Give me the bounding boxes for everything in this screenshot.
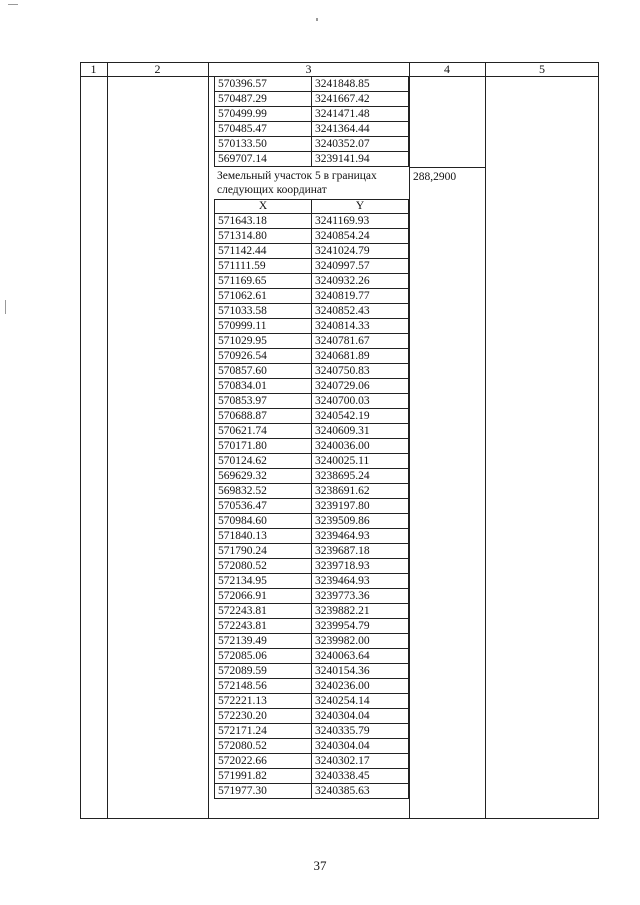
y-coordinate-cell: 3241024.79 (312, 244, 409, 259)
x-coordinate-cell: 572221.13 (215, 694, 312, 709)
coordinate-row (215, 619, 409, 634)
y-coordinate-cell: 3240729.06 (312, 379, 409, 394)
coordinate-row (215, 784, 409, 799)
header-col-4: 4 (444, 62, 450, 76)
y-coordinate-cell: 3240025.11 (312, 454, 409, 469)
y-coordinate-cell: 3239197.80 (312, 499, 409, 514)
y-coordinate-cell: 3240063.64 (312, 649, 409, 664)
y-coordinate-cell: 3239464.93 (312, 529, 409, 544)
y-coordinate-cell: 3239954.79 (312, 619, 409, 634)
x-coordinate-cell: 571062.61 (215, 289, 312, 304)
y-coordinate-cell: 3238695.24 (312, 469, 409, 484)
x-coordinate-cell: 571033.58 (215, 304, 312, 319)
y-coordinate-cell: 3240681.89 (312, 349, 409, 364)
parcel-description-line2: следующих координат (217, 184, 327, 196)
column-divider (107, 62, 108, 819)
coordinate-row (215, 724, 409, 739)
x-coordinate-cell: 572171.24 (215, 724, 312, 739)
x-coordinate-cell: 570926.54 (215, 349, 312, 364)
y-coordinate-cell: 3239141.94 (312, 152, 409, 167)
column-divider (485, 62, 486, 819)
coordinate-row (215, 394, 409, 409)
coordinate-row (215, 349, 409, 364)
y-coordinate-cell: 3240385.63 (312, 784, 409, 799)
scan-mark (8, 4, 18, 5)
y-coordinate-cell: 3240542.19 (312, 409, 409, 424)
x-coordinate-cell: 570499.99 (215, 107, 312, 122)
x-coordinate-cell: 572134.95 (215, 574, 312, 589)
y-coordinate-cell: 3240700.03 (312, 394, 409, 409)
x-coordinate-cell: 570857.60 (215, 364, 312, 379)
x-coordinate-cell: 572022.66 (215, 754, 312, 769)
coordinate-row (215, 244, 409, 259)
x-coordinate-cell: 571142.44 (215, 244, 312, 259)
header-col-1: 1 (90, 62, 97, 76)
column-divider (208, 62, 209, 819)
coordinate-row (215, 137, 409, 152)
y-coordinate-cell: 3240335.79 (312, 724, 409, 739)
x-coordinate-cell: 572085.06 (215, 649, 312, 664)
coordinate-row (215, 484, 409, 499)
x-coordinate-cell: 571111.59 (215, 259, 312, 274)
x-coordinate-cell: 571169.65 (215, 274, 312, 289)
x-coordinate-cell: 571314.80 (215, 229, 312, 244)
y-coordinate-cell: 3240352.07 (312, 137, 409, 152)
coordinate-row (215, 679, 409, 694)
coordinate-row (215, 754, 409, 769)
header-col-5: 5 (539, 62, 545, 76)
scan-mark (316, 18, 318, 21)
x-coordinate-cell: 572080.52 (215, 739, 312, 754)
y-coordinate-cell: 3241169.93 (312, 214, 409, 229)
y-coordinate-cell: 3241364.44 (312, 122, 409, 137)
x-coordinate-cell: 570485.47 (215, 122, 312, 137)
x-coordinate-cell: 570834.01 (215, 379, 312, 394)
y-coordinate-cell: 3239718.93 (312, 559, 409, 574)
y-coordinate-cell: 3240254.14 (312, 694, 409, 709)
x-coordinate-cell: 570133.50 (215, 137, 312, 152)
coordinate-row (215, 769, 409, 784)
x-coordinate-cell: 572148.56 (215, 679, 312, 694)
x-coordinate-cell: 572230.20 (215, 709, 312, 724)
y-coordinate-cell: 3238691.62 (312, 484, 409, 499)
y-coordinate-cell: 3240304.04 (312, 709, 409, 724)
y-coordinate-cell: 3240154.36 (312, 664, 409, 679)
coordinate-row (215, 529, 409, 544)
coordinate-row (215, 499, 409, 514)
x-coordinate-cell: 570124.62 (215, 454, 312, 469)
y-coordinate-cell: 3240036.00 (312, 439, 409, 454)
y-coordinate-cell: 3240819.77 (312, 289, 409, 304)
coordinates-header (214, 199, 409, 214)
coordinate-row (215, 574, 409, 589)
area-divider (409, 167, 485, 168)
y-coordinate-cell: 3239882.21 (312, 604, 409, 619)
y-column-label: Y (312, 200, 409, 214)
coordinate-row (215, 214, 409, 229)
x-coordinate-cell: 570688.87 (215, 409, 312, 424)
coordinate-row (215, 334, 409, 349)
x-coordinate-cell: 570984.60 (215, 514, 312, 529)
x-column-label: X (215, 200, 312, 214)
y-coordinate-cell: 3240852.43 (312, 304, 409, 319)
coordinate-row (215, 409, 409, 424)
coordinate-row (215, 259, 409, 274)
x-coordinate-cell: 570171.80 (215, 439, 312, 454)
y-coordinate-cell: 3240854.24 (312, 229, 409, 244)
y-coordinate-cell: 3240338.45 (312, 769, 409, 784)
coordinates-table-bottom (214, 213, 409, 799)
header-col-3: 3 (305, 62, 312, 76)
coordinate-row (215, 379, 409, 394)
x-coordinate-cell: 569832.52 (215, 484, 312, 499)
x-coordinate-cell: 570396.57 (215, 77, 312, 92)
coordinate-row (215, 649, 409, 664)
coordinate-row (215, 589, 409, 604)
coordinate-row (215, 122, 409, 137)
y-coordinate-cell: 3239773.36 (312, 589, 409, 604)
parcel-description (214, 169, 409, 197)
x-coordinate-cell: 570999.11 (215, 319, 312, 334)
coordinate-row (215, 364, 409, 379)
x-coordinate-cell: 570487.29 (215, 92, 312, 107)
y-coordinate-cell: 3239464.93 (312, 574, 409, 589)
y-coordinate-cell: 3239687.18 (312, 544, 409, 559)
coordinate-row (215, 304, 409, 319)
coordinate-row (215, 424, 409, 439)
x-coordinate-cell: 570621.74 (215, 424, 312, 439)
page-number: 37 (313, 858, 327, 873)
x-coordinate-cell: 572066.91 (215, 589, 312, 604)
y-coordinate-cell: 3241471.48 (312, 107, 409, 122)
x-coordinate-cell: 572139.49 (215, 634, 312, 649)
coordinate-row (215, 634, 409, 649)
y-coordinate-cell: 3239509.86 (312, 514, 409, 529)
x-coordinate-cell: 571643.18 (215, 214, 312, 229)
header-col-2: 2 (154, 62, 161, 76)
y-coordinate-cell: 3240302.17 (312, 754, 409, 769)
coordinate-row (215, 559, 409, 574)
scan-mark (5, 300, 6, 314)
coordinate-row (215, 544, 409, 559)
coordinates-table-top (214, 76, 409, 167)
coordinate-row (215, 319, 409, 334)
coordinate-row (215, 709, 409, 724)
x-coordinate-cell: 571977.30 (215, 784, 312, 799)
y-coordinate-cell: 3241667.42 (312, 92, 409, 107)
y-coordinate-cell: 3240304.04 (312, 739, 409, 754)
x-coordinate-cell: 572243.81 (215, 619, 312, 634)
y-coordinate-cell: 3240814.33 (312, 319, 409, 334)
coordinate-row (215, 274, 409, 289)
coordinate-row (215, 469, 409, 484)
x-coordinate-cell: 569629.32 (215, 469, 312, 484)
coordinate-row (215, 229, 409, 244)
coordinate-row (215, 604, 409, 619)
x-coordinate-cell: 571029.95 (215, 334, 312, 349)
x-coordinate-cell: 570536.47 (215, 499, 312, 514)
coordinate-row (215, 152, 409, 167)
y-coordinate-cell: 3240932.26 (312, 274, 409, 289)
y-coordinate-cell: 3240781.67 (312, 334, 409, 349)
coordinate-row (215, 664, 409, 679)
coordinate-row (215, 514, 409, 529)
x-coordinate-cell: 572080.52 (215, 559, 312, 574)
x-coordinate-cell: 572089.59 (215, 664, 312, 679)
coordinate-row (215, 454, 409, 469)
coordinate-row (215, 92, 409, 107)
x-coordinate-cell: 570853.97 (215, 394, 312, 409)
y-coordinate-cell: 3240609.31 (312, 424, 409, 439)
coordinate-row (215, 107, 409, 122)
y-coordinate-cell: 3239982.00 (312, 634, 409, 649)
x-coordinate-cell: 571991.82 (215, 769, 312, 784)
coordinate-row (215, 739, 409, 754)
x-coordinate-cell: 571790.24 (215, 544, 312, 559)
y-coordinate-cell: 3240750.83 (312, 364, 409, 379)
x-coordinate-cell: 572243.81 (215, 604, 312, 619)
coordinate-row (215, 77, 409, 92)
x-coordinate-cell: 571840.13 (215, 529, 312, 544)
y-coordinate-cell: 3240997.57 (312, 259, 409, 274)
y-coordinate-cell: 3240236.00 (312, 679, 409, 694)
coordinate-row (215, 694, 409, 709)
y-coordinate-cell: 3241848.85 (312, 77, 409, 92)
coordinate-row (215, 289, 409, 304)
parcel-description-line1: Земельный участок 5 в границах (217, 170, 377, 182)
coordinate-row (215, 439, 409, 454)
column-divider (409, 62, 410, 819)
parcel-area: 288,2900 (413, 171, 457, 183)
x-coordinate-cell: 569707.14 (215, 152, 312, 167)
